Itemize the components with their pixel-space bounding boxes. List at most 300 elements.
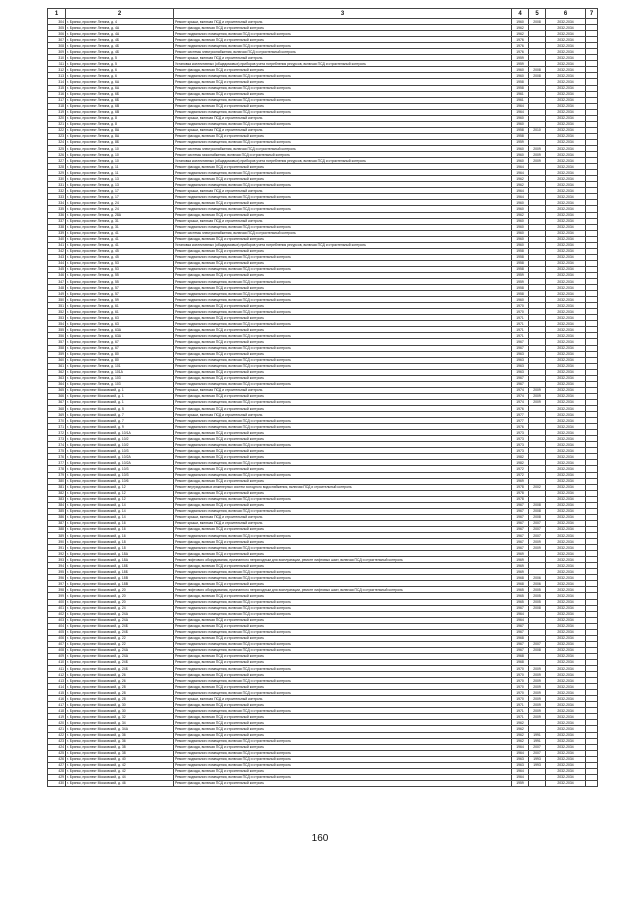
- row-number: 424: [48, 744, 66, 750]
- year-repair-cell: 2008: [529, 502, 546, 508]
- address-cell: г. Брянск, проспект Московский, д. 10/3: [66, 472, 174, 478]
- year-built-cell: 1959: [512, 279, 529, 285]
- row-number: 317: [48, 97, 66, 103]
- row-number: 345: [48, 266, 66, 272]
- work-type-cell: Ремонт фасада, включая ПСД и строительный контроль: [174, 726, 512, 732]
- address-cell: г. Брянск, проспект Московский, д. 30: [66, 708, 174, 714]
- year-built-cell: 1969: [512, 478, 529, 484]
- row-number: 332: [48, 188, 66, 194]
- planned-period-cell: 2032-2034: [546, 224, 586, 230]
- address-cell: г. Брянск, проспект Московский, д. 22: [66, 641, 174, 647]
- address-cell: г. Брянск, проспект Ленина, д. 6А: [66, 79, 174, 85]
- planned-period-cell: 2032-2034: [546, 442, 586, 448]
- row-number: 392: [48, 551, 66, 557]
- document-sheet: [47, 8, 597, 787]
- planned-period-cell: 2032-2034: [546, 647, 586, 653]
- year-repair-cell: 2007: [529, 641, 546, 647]
- row-number: 337: [48, 218, 66, 224]
- planned-period-cell: 2032-2034: [546, 103, 586, 109]
- planned-period-cell: 2032-2034: [546, 55, 586, 61]
- work-type-cell: Ремонт фасада, включая ПСД и строительный контроль: [174, 176, 512, 182]
- year-built-cell: 1964: [512, 103, 529, 109]
- address-cell: г. Брянск, проспект Московский, д. 10/2: [66, 436, 174, 442]
- work-type-cell: Ремонт подвального помещения, включая ПСД и строительный контроль: [174, 508, 512, 514]
- address-cell: г. Брянск, проспект Московский, д. 20: [66, 599, 174, 605]
- work-type-cell: Ремонт подвального помещения, включая ПСД и строительный контроль: [174, 738, 512, 744]
- row-number: 305: [48, 25, 66, 31]
- row-number: 328: [48, 164, 66, 170]
- row-number: 309: [48, 49, 66, 55]
- row-number: 308: [48, 43, 66, 49]
- row-number: 306: [48, 31, 66, 37]
- year-built-cell: 1964: [512, 188, 529, 194]
- year-built-cell: 1961: [512, 91, 529, 97]
- work-type-cell: Ремонт подвального помещения, включая ПСД и строительный контроль: [174, 647, 512, 653]
- year-built-cell: 1968: [512, 575, 529, 581]
- address-cell: г. Брянск, проспект Московский, д. 1: [66, 387, 174, 393]
- capital-repair-table: [47, 8, 598, 787]
- work-type-cell: Ремонт крыши, включая ПСД и строительный контроль: [174, 218, 512, 224]
- work-type-cell: Ремонт фасада, включая ПСД и строительный контроль: [174, 133, 512, 139]
- address-cell: г. Брянск, проспект Московский, д. 28: [66, 684, 174, 690]
- planned-period-cell: 2032-2034: [546, 581, 586, 587]
- row-number: 402: [48, 611, 66, 617]
- row-number: 414: [48, 684, 66, 690]
- row-number: 358: [48, 345, 66, 351]
- address-cell: г. Брянск, проспект Московский, д. 34: [66, 720, 174, 726]
- planned-period-cell: 2032-2034: [546, 139, 586, 145]
- work-type-cell: Ремонт фасада, включая ПСД и строительный контроль: [174, 623, 512, 629]
- address-cell: г. Брянск, проспект Московский, д. 22: [66, 635, 174, 641]
- planned-period-cell: 2032-2034: [546, 279, 586, 285]
- work-type-cell: Ремонт фасада, включая ПСД и строительный контроль: [174, 581, 512, 587]
- planned-period-cell: 2032-2034: [546, 85, 586, 91]
- work-type-cell: Ремонт фасада, включая ПСД и строительный контроль: [174, 539, 512, 545]
- planned-period-cell: 2032-2034: [546, 726, 586, 732]
- planned-period-cell: 2032-2034: [546, 774, 586, 780]
- year-repair-cell: 2005: [529, 587, 546, 593]
- address-cell: г. Брянск, проспект Московский, д. 16: [66, 520, 174, 526]
- year-built-cell: 1964: [512, 750, 529, 756]
- planned-period-cell: 2032-2034: [546, 133, 586, 139]
- year-built-cell: 1970: [512, 303, 529, 309]
- address-cell: г. Брянск, проспект Московский, д. 28: [66, 690, 174, 696]
- row-number: 388: [48, 526, 66, 532]
- address-cell: г. Брянск, проспект Московский, д. 12: [66, 496, 174, 502]
- year-built-cell: 1958: [512, 79, 529, 85]
- work-type-cell: Ремонт подвального помещения, включая ПСД и строительный контроль: [174, 363, 512, 369]
- work-type-cell: Ремонт фасада, включая ПСД и строительный контроль: [174, 744, 512, 750]
- address-cell: г. Брянск, проспект Московский, д. 16: [66, 532, 174, 538]
- year-built-cell: 1974: [512, 393, 529, 399]
- address-cell: г. Брянск, проспект Московский, д. 24А: [66, 611, 174, 617]
- year-repair-cell: 2006: [529, 575, 546, 581]
- year-built-cell: 1960: [512, 145, 529, 151]
- work-type-cell: Ремонт фасада, включая ПСД и строительный контроль: [174, 502, 512, 508]
- address-cell: г. Брянск, проспект Ленина, д. 63А: [66, 327, 174, 333]
- address-cell: г. Брянск, проспект Ленина, д. 41: [66, 230, 174, 236]
- address-cell: г. Брянск, проспект Московский, д. 46: [66, 780, 174, 786]
- year-built-cell: 1971: [512, 315, 529, 321]
- planned-period-cell: 2032-2034: [546, 448, 586, 454]
- address-cell: г. Брянск, проспект Московский, д. 20: [66, 593, 174, 599]
- year-built-cell: 1967: [512, 514, 529, 520]
- work-type-cell: Ремонт фасада, включая ПСД и строительный контроль: [174, 684, 512, 690]
- planned-period-cell: 2032-2034: [546, 321, 586, 327]
- work-type-cell: Ремонт фасада, включая ПСД и строительный контроль: [174, 37, 512, 43]
- address-cell: г. Брянск, проспект Ленина, д. 13: [66, 182, 174, 188]
- address-cell: г. Брянск, проспект Московский, д. 7: [66, 412, 174, 418]
- address-cell: г. Брянск, проспект Ленина, д. 101А: [66, 369, 174, 375]
- row-number: 307: [48, 37, 66, 43]
- planned-period-cell: 2032-2034: [546, 381, 586, 387]
- work-type-cell: Ремонт фасада, включая ПСД и строительный контроль: [174, 79, 512, 85]
- work-type-cell: Ремонт крыши, включая ПСД и строительный контроль: [174, 520, 512, 526]
- work-type-cell: Ремонт подвального помещения, включая ПСД и строительный контроль: [174, 399, 512, 405]
- year-built-cell: 1976: [512, 49, 529, 55]
- year-built-cell: 1967: [512, 508, 529, 514]
- planned-period-cell: 2032-2034: [546, 780, 586, 786]
- year-built-cell: 1962: [512, 25, 529, 31]
- year-built-cell: 1960: [512, 73, 529, 79]
- address-cell: г. Брянск, проспект Ленина, д. 103: [66, 375, 174, 381]
- year-built-cell: 1967: [512, 605, 529, 611]
- planned-period-cell: 2032-2034: [546, 164, 586, 170]
- work-type-cell: Ремонт подвального помещения, включая ПСД и строительный контроль: [174, 774, 512, 780]
- year-built-cell: 1960: [512, 206, 529, 212]
- address-cell: г. Брянск, проспект Ленина, д. 4А: [66, 25, 174, 31]
- work-type-cell: Ремонт подвального помещения, включая ПСД и строительный контроль: [174, 678, 512, 684]
- work-type-cell: Ремонт подвального помещения, включая ПСД и строительный контроль: [174, 666, 512, 672]
- work-type-cell: Ремонт крыши, включая ПСД и строительный контроль: [174, 514, 512, 520]
- year-built-cell: 1960: [512, 242, 529, 248]
- planned-period-cell: 2032-2034: [546, 623, 586, 629]
- table-body: [48, 19, 598, 787]
- row-number: 355: [48, 327, 66, 333]
- year-built-cell: 1960: [512, 158, 529, 164]
- planned-period-cell: 2032-2034: [546, 557, 586, 563]
- year-built-cell: 1976: [512, 424, 529, 430]
- address-cell: г. Брянск, проспект Ленина, д. 63А: [66, 333, 174, 339]
- work-type-cell: Ремонт подвального помещения, включая ПСД и строительный контроль: [174, 109, 512, 115]
- row-number: 312: [48, 67, 66, 73]
- year-built-cell: 1968: [512, 659, 529, 665]
- year-built-cell: 1960: [512, 224, 529, 230]
- address-cell: г. Брянск, проспект Ленина, д. 6: [66, 67, 174, 73]
- year-built-cell: 1967: [512, 345, 529, 351]
- row-number: 369: [48, 412, 66, 418]
- row-number: 384: [48, 502, 66, 508]
- col-header-2: 2: [66, 9, 174, 19]
- planned-period-cell: 2032-2034: [546, 25, 586, 31]
- work-type-cell: Ремонт фасада, включая ПСД и строительный контроль: [174, 702, 512, 708]
- address-cell: г. Брянск, проспект Ленина, д. 4Б: [66, 43, 174, 49]
- work-type-cell: Ремонт подвального помещения, включая ПСД и строительный контроль: [174, 333, 512, 339]
- address-cell: г. Брянск, проспект Московский, д. 44: [66, 774, 174, 780]
- year-repair-cell: 2002: [529, 484, 546, 490]
- year-built-cell: 1967: [512, 381, 529, 387]
- planned-period-cell: 2032-2034: [546, 702, 586, 708]
- address-cell: г. Брянск, проспект Московский, д. 24Б: [66, 659, 174, 665]
- year-built-cell: 1961: [512, 97, 529, 103]
- row-number: 346: [48, 272, 66, 278]
- planned-period-cell: 2032-2034: [546, 466, 586, 472]
- year-repair-cell: 2009: [529, 158, 546, 164]
- work-type-cell: Ремонт подвального помещения, включая ПСД и строительный контроль: [174, 418, 512, 424]
- planned-period-cell: 2032-2034: [546, 145, 586, 151]
- work-type-cell: Ремонт подвального помещения, включая ПСД и строительный контроль: [174, 532, 512, 538]
- year-repair-cell: 2007: [529, 526, 546, 532]
- work-type-cell: Ремонт подвального помещения, включая ПСД и строительный контроль: [174, 266, 512, 272]
- year-built-cell: 1970: [512, 309, 529, 315]
- address-cell: г. Брянск, проспект Ленина, д. 4А: [66, 31, 174, 37]
- planned-period-cell: 2032-2034: [546, 672, 586, 678]
- work-type-cell: Ремонт подвального помещения, включая ПСД и строительный контроль: [174, 254, 512, 260]
- planned-period-cell: 2032-2034: [546, 635, 586, 641]
- row-number: 319: [48, 109, 66, 115]
- address-cell: г. Брянск, проспект Московский, д. 36: [66, 732, 174, 738]
- planned-period-cell: 2032-2034: [546, 762, 586, 768]
- row-number: 409: [48, 653, 66, 659]
- year-built-cell: 1973: [512, 448, 529, 454]
- row-number: 381: [48, 484, 66, 490]
- row-number: 361: [48, 363, 66, 369]
- planned-period-cell: 2032-2034: [546, 309, 586, 315]
- work-type-cell: Ремонт фасада, включая ПСД и строительный контроль: [174, 430, 512, 436]
- row-number: 374: [48, 442, 66, 448]
- row-number: 415: [48, 690, 66, 696]
- row-number: 401: [48, 605, 66, 611]
- work-type-cell: Ремонт фасада, включая ПСД и строительный контроль: [174, 67, 512, 73]
- year-built-cell: 1967: [512, 339, 529, 345]
- row-number: 428: [48, 768, 66, 774]
- row-number: 420: [48, 720, 66, 726]
- address-cell: г. Брянск, проспект Ленина, д. 10: [66, 145, 174, 151]
- year-repair-cell: 2008: [529, 508, 546, 514]
- row-number: 425: [48, 750, 66, 756]
- work-type-cell: Ремонт фасада, включая ПСД и строительный контроль: [174, 466, 512, 472]
- address-cell: г. Брянск, проспект Ленина, д. 8А: [66, 127, 174, 133]
- year-built-cell: 1982: [512, 454, 529, 460]
- year-repair-cell: 2009: [529, 702, 546, 708]
- year-built-cell: 1970: [512, 672, 529, 678]
- row-number: 370: [48, 418, 66, 424]
- work-type-cell: Ремонт фасада, включая ПСД и строительный контроль: [174, 303, 512, 309]
- row-number: 321: [48, 121, 66, 127]
- address-cell: г. Брянск, проспект Ленина, д. 8Б: [66, 139, 174, 145]
- planned-period-cell: 2032-2034: [546, 297, 586, 303]
- address-cell: г. Брянск, проспект Ленина, д. 11: [66, 164, 174, 170]
- year-repair-cell: 2008: [529, 647, 546, 653]
- planned-period-cell: 2032-2034: [546, 526, 586, 532]
- year-built-cell: 1960: [512, 236, 529, 242]
- row-number: 364: [48, 381, 66, 387]
- address-cell: г. Брянск, проспект Ленина, д. 13: [66, 176, 174, 182]
- col-header-7: 7: [586, 9, 598, 19]
- planned-period-cell: 2032-2034: [546, 369, 586, 375]
- row-number: 344: [48, 260, 66, 266]
- work-type-cell: Ремонт подвального помещения, включая ПСД и строительный контроль: [174, 194, 512, 200]
- year-built-cell: 1976: [512, 406, 529, 412]
- address-cell: г. Брянск, проспект Московский, д. 14: [66, 514, 174, 520]
- note-cell: [586, 780, 598, 786]
- row-number: 363: [48, 375, 66, 381]
- planned-period-cell: 2032-2034: [546, 508, 586, 514]
- planned-period-cell: 2032-2034: [546, 659, 586, 665]
- row-number: 398: [48, 587, 66, 593]
- row-number: 352: [48, 309, 66, 315]
- planned-period-cell: 2032-2034: [546, 478, 586, 484]
- row-number: 350: [48, 297, 66, 303]
- year-built-cell: 1960: [512, 19, 529, 25]
- year-built-cell: 1982: [512, 460, 529, 466]
- work-type-cell: Ремонт подвального помещения, включая ПСД и строительный контроль: [174, 708, 512, 714]
- address-cell: г. Брянск, проспект Московский, д. 18А: [66, 551, 174, 557]
- row-number: 330: [48, 176, 66, 182]
- year-repair-cell: 2005: [529, 593, 546, 599]
- planned-period-cell: 2032-2034: [546, 115, 586, 121]
- planned-period-cell: 2032-2034: [546, 502, 586, 508]
- year-built-cell: 1967: [512, 647, 529, 653]
- work-type-cell: Ремонт подвального помещения, включая ПСД и строительный контроль: [174, 569, 512, 575]
- planned-period-cell: 2032-2034: [546, 436, 586, 442]
- work-type-cell: Ремонт подвального помещения, включая ПСД и строительный контроль: [174, 756, 512, 762]
- work-type-cell: Ремонт подвального помещения, включая ПСД и строительный контроль: [174, 73, 512, 79]
- planned-period-cell: 2032-2034: [546, 387, 586, 393]
- planned-period-cell: 2032-2034: [546, 708, 586, 714]
- planned-period-cell: 2032-2034: [546, 363, 586, 369]
- row-number: 314: [48, 79, 66, 85]
- year-repair-cell: 2005: [529, 599, 546, 605]
- planned-period-cell: 2032-2034: [546, 756, 586, 762]
- work-type-cell: Ремонт лифтового оборудования, признанного непригодным для эксплуатации, ремонт лифтовых шахт, включая ПСД и строительный контроль: [174, 587, 512, 593]
- address-cell: г. Брянск, проспект Ленина, д. 10: [66, 152, 174, 158]
- year-built-cell: 1958: [512, 260, 529, 266]
- address-cell: г. Брянск, проспект Ленина, д. 67: [66, 345, 174, 351]
- year-built-cell: 1960: [512, 152, 529, 158]
- planned-period-cell: 2032-2034: [546, 218, 586, 224]
- table-header-row: [48, 9, 598, 19]
- planned-period-cell: 2032-2034: [546, 345, 586, 351]
- planned-period-cell: 2032-2034: [546, 768, 586, 774]
- year-built-cell: 1958: [512, 85, 529, 91]
- planned-period-cell: 2032-2034: [546, 472, 586, 478]
- year-built-cell: 1963: [512, 762, 529, 768]
- year-built-cell: 1971: [512, 714, 529, 720]
- planned-period-cell: 2032-2034: [546, 430, 586, 436]
- row-number: 340: [48, 236, 66, 242]
- year-built-cell: 1958: [512, 291, 529, 297]
- work-type-cell: Ремонт фасада, включая ПСД и строительный контроль: [174, 406, 512, 412]
- row-number: 353: [48, 315, 66, 321]
- work-type-cell: Ремонт фасада, включая ПСД и строительный контроль: [174, 248, 512, 254]
- address-cell: г. Брянск, проспект Московский, д. 26: [66, 678, 174, 684]
- address-cell: г. Брянск, проспект Ленина, д. 11: [66, 170, 174, 176]
- address-cell: г. Брянск, проспект Ленина, д. 41: [66, 242, 174, 248]
- row-number: 375: [48, 448, 66, 454]
- year-repair-cell: 2008: [529, 67, 546, 73]
- row-number: 373: [48, 436, 66, 442]
- row-number: 335: [48, 206, 66, 212]
- planned-period-cell: 2032-2034: [546, 291, 586, 297]
- work-type-cell: Ремонт фасада, включая ПСД и строительный контроль: [174, 103, 512, 109]
- year-repair-cell: 1991: [529, 738, 546, 744]
- address-cell: г. Брянск, проспект Московский, д. 24Б: [66, 666, 174, 672]
- address-cell: г. Брянск, проспект Ленина, д. 80: [66, 357, 174, 363]
- row-number: 413: [48, 678, 66, 684]
- year-built-cell: 1971: [512, 708, 529, 714]
- year-built-cell: 1973: [512, 436, 529, 442]
- row-number: 408: [48, 647, 66, 653]
- address-cell: г. Брянск, проспект Московский, д. 24А: [66, 647, 174, 653]
- year-built-cell: 1965: [512, 599, 529, 605]
- year-built-cell: 1977: [512, 418, 529, 424]
- col-header-4: 4: [512, 9, 529, 19]
- year-built-cell: 1962: [512, 31, 529, 37]
- address-cell: г. Брянск, проспект Московский, д. 24А: [66, 617, 174, 623]
- year-repair-cell: 2008: [529, 514, 546, 520]
- work-type-cell: Ремонт фасада, включая ПСД и строительный контроль: [174, 448, 512, 454]
- planned-period-cell: 2032-2034: [546, 260, 586, 266]
- address-cell: г. Брянск, проспект Московский, д. 38: [66, 744, 174, 750]
- row-number: 327: [48, 158, 66, 164]
- year-built-cell: 1958: [512, 133, 529, 139]
- year-built-cell: 1958: [512, 254, 529, 260]
- work-type-cell: Ремонт подвального помещения, включая ПСД и строительный контроль: [174, 381, 512, 387]
- address-cell: г. Брянск, проспект Ленина, д. 10: [66, 158, 174, 164]
- address-cell: г. Брянск, проспект Ленина, д. 4: [66, 19, 174, 25]
- planned-period-cell: 2032-2034: [546, 617, 586, 623]
- address-cell: г. Брянск, проспект Московский, д. 32: [66, 714, 174, 720]
- address-cell: г. Брянск, проспект Ленина, д. 24: [66, 200, 174, 206]
- address-cell: г. Брянск, проспект Ленина, д. 80: [66, 351, 174, 357]
- year-repair-cell: 2009: [529, 696, 546, 702]
- year-repair-cell: 2009: [529, 393, 546, 399]
- year-built-cell: 1967: [512, 520, 529, 526]
- planned-period-cell: 2032-2034: [546, 19, 586, 25]
- address-cell: г. Брянск, проспект Ленина, д. 45: [66, 248, 174, 254]
- planned-period-cell: 2032-2034: [546, 720, 586, 726]
- row-number: 342: [48, 248, 66, 254]
- work-type-cell: Ремонт крыши, включая ПСД и строительный контроль: [174, 412, 512, 418]
- row-number: 419: [48, 714, 66, 720]
- work-type-cell: Ремонт фасада, включая ПСД и строительный контроль: [174, 260, 512, 266]
- work-type-cell: Ремонт фасада, включая ПСД и строительный контроль: [174, 236, 512, 242]
- year-built-cell: 1970: [512, 666, 529, 672]
- planned-period-cell: 2032-2034: [546, 714, 586, 720]
- year-built-cell: 1959: [512, 780, 529, 786]
- planned-period-cell: 2032-2034: [546, 575, 586, 581]
- work-type-cell: Ремонт фасада, включая ПСД и строительный контроль: [174, 635, 512, 641]
- work-type-cell: Ремонт подвального помещения, включая ПСД и строительный контроль: [174, 690, 512, 696]
- year-built-cell: 1964: [512, 611, 529, 617]
- work-type-cell: Ремонт крыши, включая ПСД и строительный контроль: [174, 55, 512, 61]
- address-cell: г. Брянск, проспект Московский, д. 10/2А: [66, 454, 174, 460]
- year-built-cell: 1968: [512, 653, 529, 659]
- row-number: 365: [48, 387, 66, 393]
- planned-period-cell: 2032-2034: [546, 194, 586, 200]
- year-repair-cell: 2009: [529, 152, 546, 158]
- row-number: 390: [48, 539, 66, 545]
- year-built-cell: 1962: [512, 182, 529, 188]
- planned-period-cell: 2032-2034: [546, 514, 586, 520]
- year-built-cell: 1964: [512, 774, 529, 780]
- planned-period-cell: 2032-2034: [546, 490, 586, 496]
- row-number: 385: [48, 508, 66, 514]
- col-header-3: 3: [174, 9, 512, 19]
- year-built-cell: 1962: [512, 176, 529, 182]
- planned-period-cell: 2032-2034: [546, 266, 586, 272]
